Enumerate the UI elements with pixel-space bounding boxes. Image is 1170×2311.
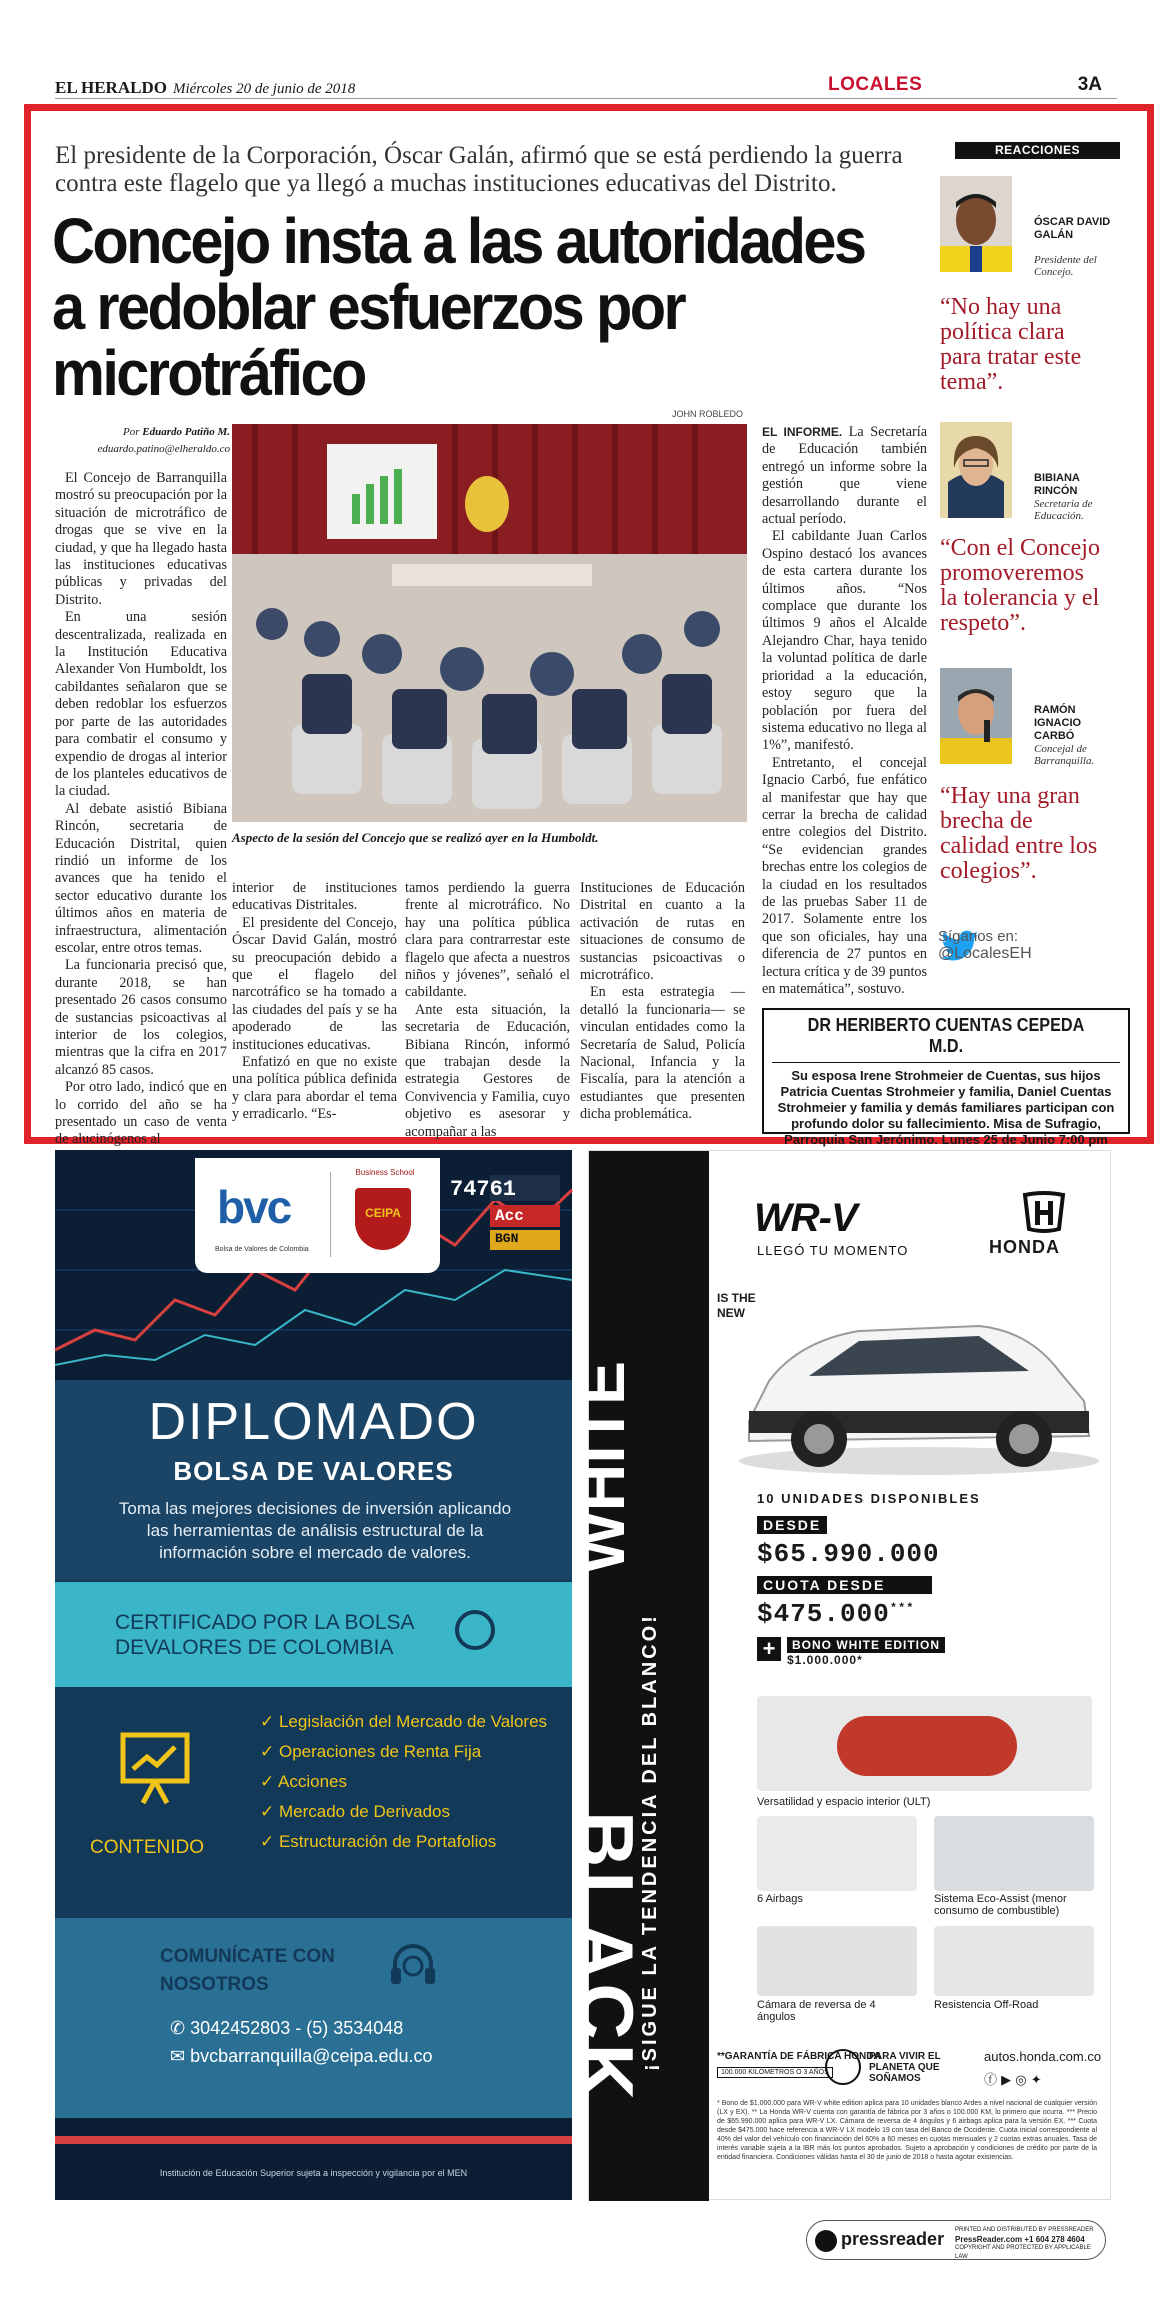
certificate-line: DEVALORES DE COLOMBIA: [115, 1636, 394, 1659]
ticker-value: Acc: [495, 1207, 524, 1225]
warranty-label: **GARANTÍA DE FÁBRICA HONDA: [717, 2051, 881, 2062]
page-number: 3A: [1077, 74, 1102, 95]
white-wordmark: WHITE: [564, 1361, 638, 1574]
paragraph: La Secretaría de Educación también entregó un informe sobre la gestión que viene desarrollando durante el actual período.: [762, 424, 928, 528]
reaction-photo-ramon: [940, 668, 1012, 764]
medal-icon: [455, 1610, 495, 1650]
bonus-label: BONO WHITE EDITION: [787, 1637, 945, 1653]
reaction-role: Concejal de Barranquilla.: [1034, 743, 1095, 767]
ticker-value: 74761: [450, 1177, 517, 1202]
feature-image-offroad: [934, 1926, 1094, 1996]
pressreader-logo: pressreader: [841, 2229, 945, 2249]
contact-phone[interactable]: ✆ 3042452803 - (5) 3534048: [170, 2018, 404, 2038]
bonus-amount: $1.000.000: [787, 1653, 858, 1667]
obituary-body: Su esposa Irene Strohmeier de Cuentas, sus hijos Patricia Cuentas Strohmeier y familia, Daniel Cuentas Strohmeier y familia y demás familiares participan con profundo dolor su fallecimiento. Misa de Sufragio, Parroquia San Jerónimo. Lunes 25 de Junio 7:00 pm: [777, 1068, 1115, 1147]
certificate-text: [115, 1610, 415, 1660]
feature-caption: Versatilidad y espacio interior (ULT): [757, 1796, 931, 1808]
header-rule: [55, 98, 1117, 99]
pressreader-badge[interactable]: [806, 2220, 1106, 2260]
paragraph: Instituciones de Educación Distrital en cuanto a la activación de rutas en situaciones de consumo de sustancias psicoactivas o microtráfico.: [580, 880, 745, 984]
bonus-value: [787, 1653, 863, 1667]
contact-email[interactable]: ✉ bvcbarranquilla@ceipa.edu.co: [170, 2046, 433, 2066]
reaction-role: Presidente del Concejo.: [1034, 254, 1097, 278]
photo-caption: Aspecto de la sesión del Concejo que se realizó ayer en la Humboldt.: [232, 830, 599, 845]
article-dek: El presidente de la Corporación, Óscar Galán, afirmó que se está perdiendo la guerra contra este flagelo que ya llegó a muchas instituciones educativas del Distrito.: [55, 142, 903, 197]
reaction-quote: “Con el Concejo promoveremos la tolerancia y el respeto”.: [940, 535, 1100, 636]
warranty-badge: 100.000 KILÓMETROS O 3 AÑOS: [717, 2067, 833, 2078]
ticker-value: BGN: [495, 1231, 519, 1246]
installment-label: CUOTA DESDE: [757, 1576, 932, 1594]
obituary-title: DR HERIBERTO CUENTAS CEPEDA M.D.: [807, 1015, 1085, 1056]
contents-block: [55, 1687, 572, 1917]
paragraph: Al debate asistió Bibiana Rincón, secretaria de Educación Distrital, quien rindió un informe de los avances que ha tenido el sector educativo durante los últimos años en materia de infraestructura, alimentación escolar, entre otros temas.: [55, 800, 227, 956]
masthead-title: EL HERALDO: [55, 78, 167, 97]
paragraph: Entretanto, el concejal Ignacio Carbó, fue enfático al manifestar que hay que cerrar la brecha de calidad entre colegios del Distrito. “Se evidencian grandes brechas entre los colegios de la ciudad en los resultados de las pruebas Saber 11 de 2017. Solamente entre los que son oficiales, hay una diferencia de 27 puntos en lectura crítica y de 39 puntos en matemática”, sostuvo.: [762, 754, 927, 997]
content-item: ✓ Estructuración de Portafolios: [260, 1832, 497, 1851]
legal-fineprint: * Bono de $1.000.000 para WR-V white edition aplica para 10 unidades blanco Ardes a nivel nacional de cualquier versión (LX y EX). ** La Honda WR-V cuenta con garantía de fábrica por 3 años o 100.000 KM, lo primero que ocurra. *** Precio de $65.990.000 aplica para WR-V LX. Cámara de reversa de 4 ángulos y 6 airbags aplica para la versión EX. *** Cuota desde $475.000 hace referencia a WR-V LX modelo 19 con tasa del Banco de Occidente. Cuota inicial correspondiente al 40% del valor del vehículo con financiación del 60% a 60 meses en cuotas mensuales y 2 cuotas extras anuales. Tasa de interés variable sujeta a la IBR más los puntos aprobados. Sujeto a aprobación y condiciones de crédito por parte de la entidad financiera. Condiciones válidas hasta el 30 de junio de 2018 o hasta agotar existencias.: [717, 2100, 1097, 2161]
byline-email[interactable]: eduardo.patino@elheraldo.co: [97, 443, 230, 455]
certificate-band: [55, 1582, 572, 1687]
installment-amount: $475.000: [757, 1599, 890, 1629]
reaction-name: RAMÓN IGNACIO CARBÓ: [1034, 704, 1082, 742]
certificate-line: CERTIFICADO POR LA BOLSA: [115, 1611, 415, 1634]
twitter-handle[interactable]: @LocalesEH: [938, 945, 1032, 962]
pressreader-line: COPYRIGHT AND PROTECTED BY APPLICABLE LAW: [955, 2245, 1091, 2260]
diplomado-description: Toma las mejores decisiones de inversión aplicando las herramientas de análisis estructural de la información sobre el mercado de valores.: [118, 1499, 512, 1562]
content-item-label: Operaciones de Renta Fija: [278, 1742, 482, 1761]
school-label: Business School: [355, 1168, 415, 1177]
paragraph: El presidente del Concejo, Óscar David Galán, mostró su preocupación debido a que el flagelo del narcotráfico se ha tomado a las ciudades del país y se ha apoderado de las instituciones educativas.: [232, 914, 397, 1053]
price-label: DESDE: [757, 1516, 827, 1534]
paragraph: Ante esta situación, la secretaria de Educación, Bibiana Rincón, informó que trabajan desde la estrategia Gestores de Convivencia y Familia, cuyo objetivo es asesorar y acompañar a las: [405, 1001, 570, 1140]
reaction-name: ÓSCAR DAVID GALÁN: [1034, 216, 1111, 241]
content-item: ✓ Operaciones de Renta Fija: [260, 1742, 482, 1761]
ad-footer-band: [55, 2118, 572, 2200]
content-item: ✓ Mercado de Derivados: [260, 1802, 450, 1821]
content-item-label: Estructuración de Portafolios: [278, 1832, 497, 1851]
presentation-board-icon: [115, 1727, 195, 1807]
content-list: [260, 1707, 547, 1857]
reaction-photo-oscar: [940, 176, 1012, 272]
honda-url[interactable]: autos.honda.com.co: [984, 2049, 1102, 2064]
article-column-1: [55, 470, 227, 1149]
paragraph: El Concejo de Barranquilla mostró su preocupación por la situación de microtráfico de drogas que se vive en la ciudad, y que ha llegado hasta las instituciones educativas públicas y privadas del Distrito.: [55, 470, 227, 608]
article-column-3: [405, 880, 570, 1141]
logo-divider: [330, 1172, 331, 1257]
article-column-5: [762, 424, 927, 998]
feature-image-airbags: [757, 1816, 917, 1891]
vertical-slogan: ¡SIGUE LA TENDENCIA DEL BLANCO!: [639, 1613, 661, 2071]
photo-credit: JOHN ROBLEDO: [672, 409, 744, 419]
footnote-mark: *: [857, 1653, 863, 1667]
council-session-photo: [232, 424, 747, 822]
article-column-4: [580, 880, 745, 1124]
byline-author: Eduardo Patiño M.: [142, 426, 230, 438]
byline-prefix: Por: [123, 426, 140, 438]
reaction-quote: “Hay una gran brecha de calidad entre los colegios”.: [940, 783, 1098, 884]
instagram-icon[interactable]: ◎: [1015, 2073, 1027, 2088]
model-tagline: LLEGÓ TU MOMENTO: [757, 1243, 909, 1258]
diplomado-title: DIPLOMADO: [148, 1393, 479, 1451]
ceipa-logo: CEIPA: [365, 1206, 401, 1220]
obituary-rule: [772, 1062, 1120, 1063]
feature-image-eco: [934, 1816, 1094, 1891]
phone-number: 3042452803 - (5) 3534048: [190, 2018, 404, 2038]
content-item: ✓ Legislación del Mercado de Valores: [260, 1712, 548, 1731]
feature-image-camera: [757, 1926, 917, 1996]
bvc-logo-sub: Bolsa de Valores de Colombia: [215, 1246, 309, 1253]
pressreader-line: PRINTED AND DISTRIBUTED BY PRESSREADER: [955, 2227, 1094, 2233]
contact-block: [55, 1918, 572, 2118]
footnote-mark: ***: [889, 1601, 915, 1616]
planet-slogan: PARA VIVIR EL PLANETA QUE SOÑAMOS: [869, 2051, 941, 2084]
content-label: CONTENIDO: [90, 1837, 204, 1858]
reaction-role: Secretaria de Educación.: [1034, 498, 1093, 522]
social-icons[interactable]: [984, 2069, 1042, 2088]
follow-us: [938, 928, 1032, 962]
feature-caption: 6 Airbags: [757, 1893, 803, 1905]
reaction-quote: “No hay una política clara para tratar este tema”.: [940, 294, 1082, 395]
contact-title: COMUNÍCATE CON NOSOTROS: [160, 1946, 335, 1995]
bvc-ceipa-ad[interactable]: [55, 1150, 572, 2200]
paragraph: En una sesión descentralizada, realizada en la Institución Educativa Alexander Von Humboldt, los cabildantes señalaron que se deben redoblar los esfuerzos por parte de las autoridades para combatir el consumo y expendio de drogas al interior de los planteles educativos de la ciudad.: [55, 609, 227, 800]
reaction-name: BIBIANA RINCÓN: [1034, 472, 1080, 497]
honda-wrv-ad[interactable]: [562, 1150, 1111, 2200]
car-image: [729, 1271, 1109, 1481]
feature-caption: Resistencia Off-Road: [934, 1999, 1039, 2011]
installment-value: [757, 1599, 914, 1629]
pressreader-line: PressReader.com +1 604 278 4604: [955, 2235, 1085, 2244]
paragraph: Enfatizó en que no existe una política pública definida y clara para abordar el tema y erradicarlo. “Es-: [232, 1054, 397, 1123]
pressreader-icon: [815, 2230, 837, 2252]
bvc-logo: bvc: [217, 1181, 291, 1233]
paragraph: Por otro lado, indicó que en lo corrido del año se ha presentado un caso de venta de alucinógenos al: [55, 1079, 227, 1148]
units-available: 10 UNIDADES DISPONIBLES: [757, 1491, 981, 1506]
plus-icon: +: [757, 1637, 781, 1661]
honda-h-icon: [1019, 1191, 1069, 1233]
feature-caption: Sistema Eco-Assist (menor consumo de combustible): [934, 1893, 1067, 1917]
masthead: [55, 78, 355, 98]
accreditation-note: Institución de Educación Superior sujeta a inspección y vigilancia por el MEN: [159, 2168, 468, 2178]
price-value: $65.990.000: [757, 1539, 940, 1569]
twitter-icon[interactable]: ✦: [1030, 2073, 1042, 2088]
email-address: bvcbarranquilla@ceipa.edu.co: [190, 2046, 433, 2066]
headset-icon: [385, 1938, 441, 1994]
black-wordmark-block: [562, 1811, 651, 2311]
ticker-strip: [55, 2136, 572, 2144]
paragraph: La funcionaria precisó que, durante 2018, se han presentado 26 casos consumo de sustancias psicoactivas al interior de los colegios, mientras que la cifra en 2017 alcanzó 85 casos.: [55, 957, 227, 1078]
black-wordmark: BLACK: [562, 1811, 650, 2104]
paragraph: tamos perdiendo la guerra frente al microtráfico. No hay una política pública clara para contrarrestar este flagelo que afecta a nuestros niños y jóvenes”, señaló el cabildante.: [405, 880, 570, 1001]
paragraph: En esta estrategia —detalló la funcionaria— se vinculan entidades como la Secretaría de Salud, Policía Nacional, Infancia y la Fiscalía, para la atención a estudiantes que presenten dicha problemática.: [580, 984, 745, 1123]
article-headline: Concejo insta a las autoridades a redoblar esfuerzos por microtráfico: [52, 205, 865, 409]
honda-brand: HONDA: [989, 1237, 1060, 1257]
pressreader-info: [955, 2226, 1100, 2262]
feature-caption: Cámara de reversa de 4 ángulos: [757, 1999, 876, 2023]
is-the-new-label: IS THE NEW: [717, 1291, 756, 1320]
honda-seal-icon: [825, 2049, 861, 2085]
content-item-label: Legislación del Mercado de Valores: [278, 1712, 548, 1731]
diplomado-subtitle: BOLSA DE VALORES: [173, 1456, 454, 1486]
model-name: WR-V: [754, 1196, 857, 1240]
section-name: LOCALES: [828, 74, 923, 95]
issue-date: Miércoles 20 de junio de 2018: [172, 81, 356, 97]
follow-label: Síganos en:: [938, 928, 1019, 945]
obituary-notice: [762, 1008, 1130, 1147]
paragraph: El cabildante Juan Carlos Ospino destacó los avances de esta cartera durante los últimos años. “Nos complace que durante los últimos 9 años el Alcalde Alejandro Char, haya tenido la voluntad política de darle prioridad a la educación, estoy seguro que la población por fuera del sistema educativo no llega al 1%”, manifestó.: [762, 528, 927, 754]
content-item-label: Mercado de Derivados: [278, 1802, 450, 1821]
byline: [72, 424, 230, 458]
article-column-2: [232, 880, 397, 1124]
facebook-icon[interactable]: ⓕ: [984, 2073, 998, 2088]
reactions-label: REACCIONES: [955, 142, 1120, 159]
content-item: ✓ Acciones: [260, 1772, 348, 1791]
logo-panel: [195, 1158, 440, 1273]
paragraph: interior de instituciones educativas Distritales.: [232, 880, 397, 914]
reaction-photo-bibiana: [940, 422, 1012, 518]
feature-image-interior: [757, 1696, 1092, 1791]
section-lead: EL INFORME.: [762, 425, 843, 439]
youtube-icon[interactable]: ▶: [1001, 2073, 1012, 2088]
content-item-label: Acciones: [278, 1772, 348, 1791]
